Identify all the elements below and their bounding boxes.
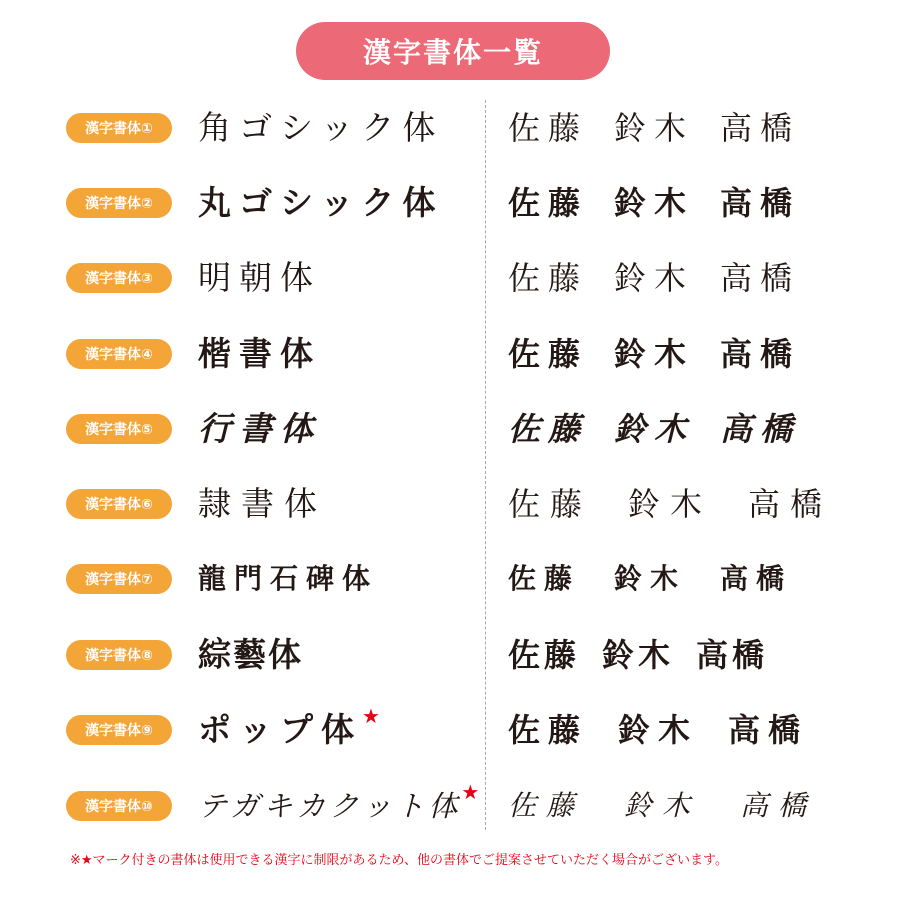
font-samples xyxy=(508,633,768,677)
sample-name: 佐藤 xyxy=(508,184,589,222)
sample-name: 佐藤 xyxy=(508,711,589,749)
star-icon: ★ xyxy=(362,704,380,728)
sample-name: 鈴木 xyxy=(614,259,695,297)
font-row-1 xyxy=(0,98,900,158)
sample-name: 佐藤 xyxy=(508,410,589,448)
badge-label: 漢字書体⑧ xyxy=(85,648,153,664)
sample-name: 鈴木 xyxy=(614,109,695,147)
font-samples xyxy=(508,256,800,300)
sample-name: 佐藤 xyxy=(508,259,589,297)
sample-name: 高橋 xyxy=(740,789,817,822)
sample-name: 鈴木 xyxy=(618,711,699,749)
sample-name: 佐藤 xyxy=(508,335,589,373)
font-samples xyxy=(508,557,792,601)
badge-label: 漢字書体⑦ xyxy=(85,572,153,588)
font-name xyxy=(198,181,443,225)
font-name-text: 綜藝体 xyxy=(198,635,303,674)
sample-name: 鈴木 xyxy=(628,485,713,523)
font-samples xyxy=(508,784,816,828)
badge-label: 漢字書体② xyxy=(85,196,153,212)
sample-name: 佐藤 xyxy=(508,485,593,523)
font-badge xyxy=(66,791,172,821)
sample-name: 鈴木 xyxy=(614,184,695,222)
sample-name: 高橋 xyxy=(720,109,801,147)
sample-name: 鈴木 xyxy=(614,410,695,448)
sample-name: 鈴木 xyxy=(614,562,687,595)
title-banner xyxy=(296,22,610,80)
font-row-3 xyxy=(0,248,900,308)
font-name-text: 角ゴシック体 xyxy=(198,108,444,147)
font-badge xyxy=(66,640,172,670)
font-name xyxy=(198,704,380,752)
font-badge xyxy=(66,715,172,745)
sample-name: 高橋 xyxy=(720,410,801,448)
font-name xyxy=(198,780,480,828)
font-name-text: 明朝体 xyxy=(198,258,321,297)
page-title: 漢字書体一覧 xyxy=(362,36,543,69)
font-row-7 xyxy=(0,549,900,609)
font-name xyxy=(198,256,321,300)
font-name-text: 行書体 xyxy=(198,409,321,448)
font-row-9 xyxy=(0,700,900,760)
font-row-10 xyxy=(0,776,900,836)
sample-name: 高橋 xyxy=(728,711,809,749)
font-name-text: 楷書体 xyxy=(198,334,321,373)
font-row-6 xyxy=(0,474,900,534)
font-name xyxy=(198,106,443,150)
font-row-2 xyxy=(0,173,900,233)
sample-name: 鈴木 xyxy=(614,335,695,373)
badge-label: 漢字書体⑤ xyxy=(85,422,153,438)
font-badge xyxy=(66,414,172,444)
sample-name: 鈴木 xyxy=(624,789,701,822)
font-row-5 xyxy=(0,399,900,459)
sample-name: 高橋 xyxy=(720,184,801,222)
font-samples xyxy=(508,106,800,150)
sample-name: 佐藤 xyxy=(508,636,581,674)
font-badge xyxy=(66,339,172,369)
badge-label: 漢字書体① xyxy=(85,121,153,137)
star-icon: ★ xyxy=(461,780,480,804)
font-name xyxy=(198,482,327,526)
sample-name: 高橋 xyxy=(720,562,793,595)
font-name xyxy=(198,633,303,677)
font-name-text: ポップ体 xyxy=(198,710,362,749)
font-badge xyxy=(66,489,172,519)
sample-name: 高橋 xyxy=(748,485,833,523)
badge-label: 漢字書体③ xyxy=(85,271,153,287)
font-samples xyxy=(508,407,800,451)
badge-label: 漢字書体⑥ xyxy=(85,497,153,513)
font-samples xyxy=(508,181,800,225)
sample-name: 佐藤 xyxy=(508,789,585,822)
font-samples xyxy=(508,482,832,526)
sample-name: 鈴木 xyxy=(602,636,675,674)
font-samples xyxy=(508,332,800,376)
badge-label: 漢字書体⑨ xyxy=(85,723,153,739)
badge-label: 漢字書体④ xyxy=(85,347,153,363)
font-badge xyxy=(66,113,172,143)
sample-name: 高橋 xyxy=(696,636,769,674)
sample-name: 高橋 xyxy=(720,259,801,297)
font-name-text: 龍門石碑体 xyxy=(198,562,379,595)
font-row-8 xyxy=(0,625,900,685)
font-samples xyxy=(508,708,808,752)
font-name xyxy=(198,557,378,601)
font-badge xyxy=(66,188,172,218)
sample-name: 高橋 xyxy=(720,335,801,373)
font-name xyxy=(198,332,321,376)
font-badge xyxy=(66,564,172,594)
font-name-text: 丸ゴシック体 xyxy=(198,183,444,222)
badge-label: 漢字書体⑩ xyxy=(85,799,153,815)
sample-name: 佐藤 xyxy=(508,109,589,147)
font-name xyxy=(198,407,321,451)
footnote: ※★マーク付きの書体は使用できる漢字に制限があるため、他の書体でご提案させていただく場合がございます。 xyxy=(70,853,728,868)
font-name-text: テガキカクット体 xyxy=(198,789,462,823)
font-row-4 xyxy=(0,324,900,384)
font-name-text: 隷書体 xyxy=(198,484,327,523)
font-badge xyxy=(66,263,172,293)
sample-name: 佐藤 xyxy=(508,562,581,595)
